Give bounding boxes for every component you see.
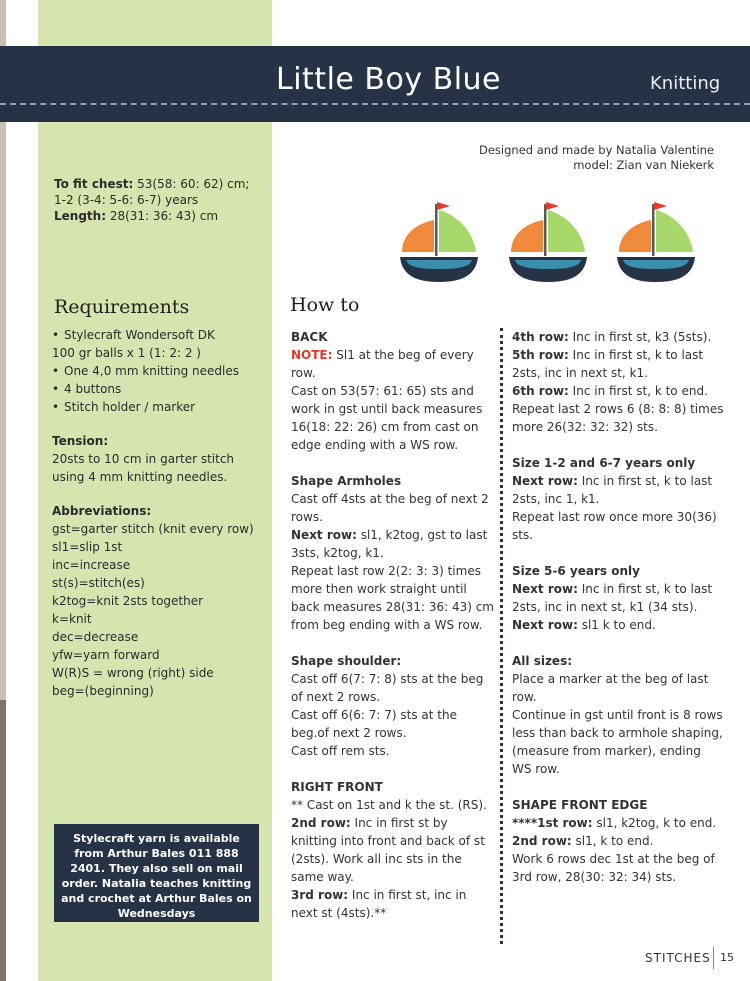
fit-info — [54, 176, 264, 224]
row5-text: Inc in first st, k to last 2sts, inc in next st, k1. — [512, 348, 704, 380]
requirements-list — [52, 326, 257, 700]
row6-label: 6th row: — [512, 384, 569, 398]
rf-2nd-row-label: 2nd row: — [291, 816, 351, 830]
all-sizes-text-1: Place a marker at the beg of last row. — [512, 672, 709, 704]
shoulder-text-3: Cast off rem sts. — [291, 744, 390, 758]
rf-2nd-row-text: Inc in first st by knitting into front and back of st (2sts). Work all inc sts in the same way. — [291, 816, 485, 884]
sfe-work-text: Work 6 rows dec 1st at the beg of 3rd row, 28(30: 32: 34) sts. — [512, 852, 715, 884]
all-sizes-text-2: Continue in gst until front is 8 rows less than back to armhole shaping,(measure from marker), ending WS row. — [512, 708, 723, 776]
footer-separator — [713, 947, 714, 969]
chest-value: 53(58: 60: 62) cm; 1-2 (3-4: 5-6: 6-7) years — [54, 177, 250, 207]
tension-heading: Tension: — [52, 434, 109, 448]
yarn-info-box: Stylecraft yarn is available from Arthur Bales 011 888 2401. They also sell on mail order. Natalia teaches knitting and crochet at Arthur Bales on Wednesdays — [54, 824, 259, 922]
chest-label: To fit chest: — [54, 177, 134, 191]
list-item: 100 gr balls x 1 (1: 2: 2 ) — [52, 346, 201, 360]
requirements-heading: Requirements — [54, 296, 190, 318]
abbreviation-item: W(R)S = wrong (right) side — [52, 666, 214, 680]
rf-cast-on: ** Cast on 1st and k the st. (RS). — [291, 798, 487, 812]
row5-label: 5th row: — [512, 348, 569, 362]
next-row-text: sl1, k2tog, gst to last 3sts, k2tog, k1. — [291, 528, 488, 560]
size-12-heading: Size 1-2 and 6-7 years only — [512, 456, 696, 470]
designer-credit: Designed and made by Natalia Valentine — [478, 143, 714, 157]
sfe-1st-row-label: ****1st row: — [512, 816, 593, 830]
size-12-next-label: Next row: — [512, 474, 578, 488]
sailboat-icon — [615, 196, 697, 292]
note-text: Sl1 at the beg of every row. — [291, 348, 474, 380]
shape-front-edge-heading: SHAPE FRONT EDGE — [512, 798, 648, 812]
shoulder-text-1: Cast off 6(7: 7: 8) sts at the beg of next 2 rows. — [291, 672, 484, 704]
all-sizes-heading: All sizes: — [512, 654, 573, 668]
abbreviation-item: k2tog=knit 2sts together — [52, 594, 204, 608]
size-56-next-text: Inc in first st, k to last 2sts, inc in next st, k1 (34 sts). — [512, 582, 713, 614]
pattern-column-2 — [512, 328, 724, 886]
model-credit: model: Zian van Niekerk — [573, 158, 714, 172]
page-edge-shadow — [0, 700, 6, 981]
shoulder-heading: Shape shoulder: — [291, 654, 402, 668]
next-row-label: Next row: — [291, 528, 357, 542]
size-56-heading: Size 5-6 years only — [512, 564, 640, 578]
armholes-heading: Shape Armholes — [291, 474, 402, 488]
size-56-next2-text: sl1 k to end. — [577, 618, 656, 632]
back-heading: BACK — [291, 330, 328, 344]
credits — [479, 143, 714, 173]
page-title: Little Boy Blue — [276, 62, 502, 97]
abbreviation-item: sl1=slip 1st — [52, 540, 123, 554]
shoulder-text-2: Cast off 6(6: 7: 7) sts at the beg.of next 2 rows. — [291, 708, 457, 740]
armholes-text: Cast off 4sts at the beg of next 2 rows. — [291, 492, 489, 524]
abbreviation-item: gst=garter stitch (knit every row) — [52, 522, 254, 536]
abbreviations-heading: Abbreviations: — [52, 504, 152, 518]
magazine-name: STITCHES — [645, 951, 711, 965]
size-56-next-label: Next row: — [512, 582, 578, 596]
row4-label: 4th row: — [512, 330, 569, 344]
page-number: 15 — [720, 951, 734, 964]
abbreviation-item: yfw=yarn forward — [52, 648, 160, 662]
repeat-text: Repeat last row 2(2: 3: 3) times more then work straight until back measures 28(31: 36: 43) cm from beg ending with a WS row. — [291, 564, 494, 632]
row6-text: Inc in first st, k to end. — [568, 384, 708, 398]
sfe-2nd-row-label: 2nd row: — [512, 834, 572, 848]
abbreviation-item: dec=decrease — [52, 630, 139, 644]
tension-text: 20sts to 10 cm in garter stitch using 4 mm knitting needles. — [52, 452, 235, 484]
abbreviation-item: beg=(beginning) — [52, 684, 154, 698]
row4-text: Inc in first st, k3 (5sts). — [568, 330, 712, 344]
rf-3rd-row-label: 3rd row: — [291, 888, 349, 902]
rf-3rd-row-text: Inc in first st, inc in next st (4sts).** — [291, 888, 467, 920]
size-12-next-text: Inc in first st, k to last 2sts, inc 1, k1. — [512, 474, 713, 506]
howto-heading: How to — [290, 294, 360, 316]
list-item: • 4 buttons — [52, 380, 257, 398]
section-label: Knitting — [650, 73, 721, 94]
abbreviation-item: st(s)=stitch(es) — [52, 576, 145, 590]
pattern-column-1 — [291, 328, 496, 922]
cast-on-text: Cast on 53(57: 61: 65) sts and work in gst until back measures 16(18: 22: 26) cm from cast on edge ending with a WS row. — [291, 384, 483, 452]
list-item: • Stylecraft Wondersoft DK — [52, 326, 257, 344]
size-12-repeat: Repeat last row once more 30(36) sts. — [512, 510, 717, 542]
length-label: Length: — [54, 209, 106, 223]
banner-dashed-line — [0, 103, 750, 105]
column-divider — [500, 328, 503, 944]
length-value: 28(31: 36: 43) cm — [109, 209, 219, 223]
sailboat-icon — [507, 196, 589, 292]
list-item: • One 4,0 mm knitting needles — [52, 362, 257, 380]
size-56-next2-label: Next row: — [512, 618, 578, 632]
sfe-1st-row-text: sl1, k2tog, k to end. — [592, 816, 717, 830]
sailboat-icon — [398, 196, 480, 292]
sfe-2nd-row-text: sl1, k to end. — [571, 834, 654, 848]
note-label: NOTE: — [291, 348, 333, 362]
abbreviation-item: inc=increase — [52, 558, 131, 572]
abbreviation-item: k=knit — [52, 612, 92, 626]
list-item: • Stitch holder / marker — [52, 398, 257, 416]
repeat-text: Repeat last 2 rows 6 (8: 8: 8) times more 26(32: 32: 32) sts. — [512, 402, 724, 434]
right-front-heading: RIGHT FRONT — [291, 780, 383, 794]
